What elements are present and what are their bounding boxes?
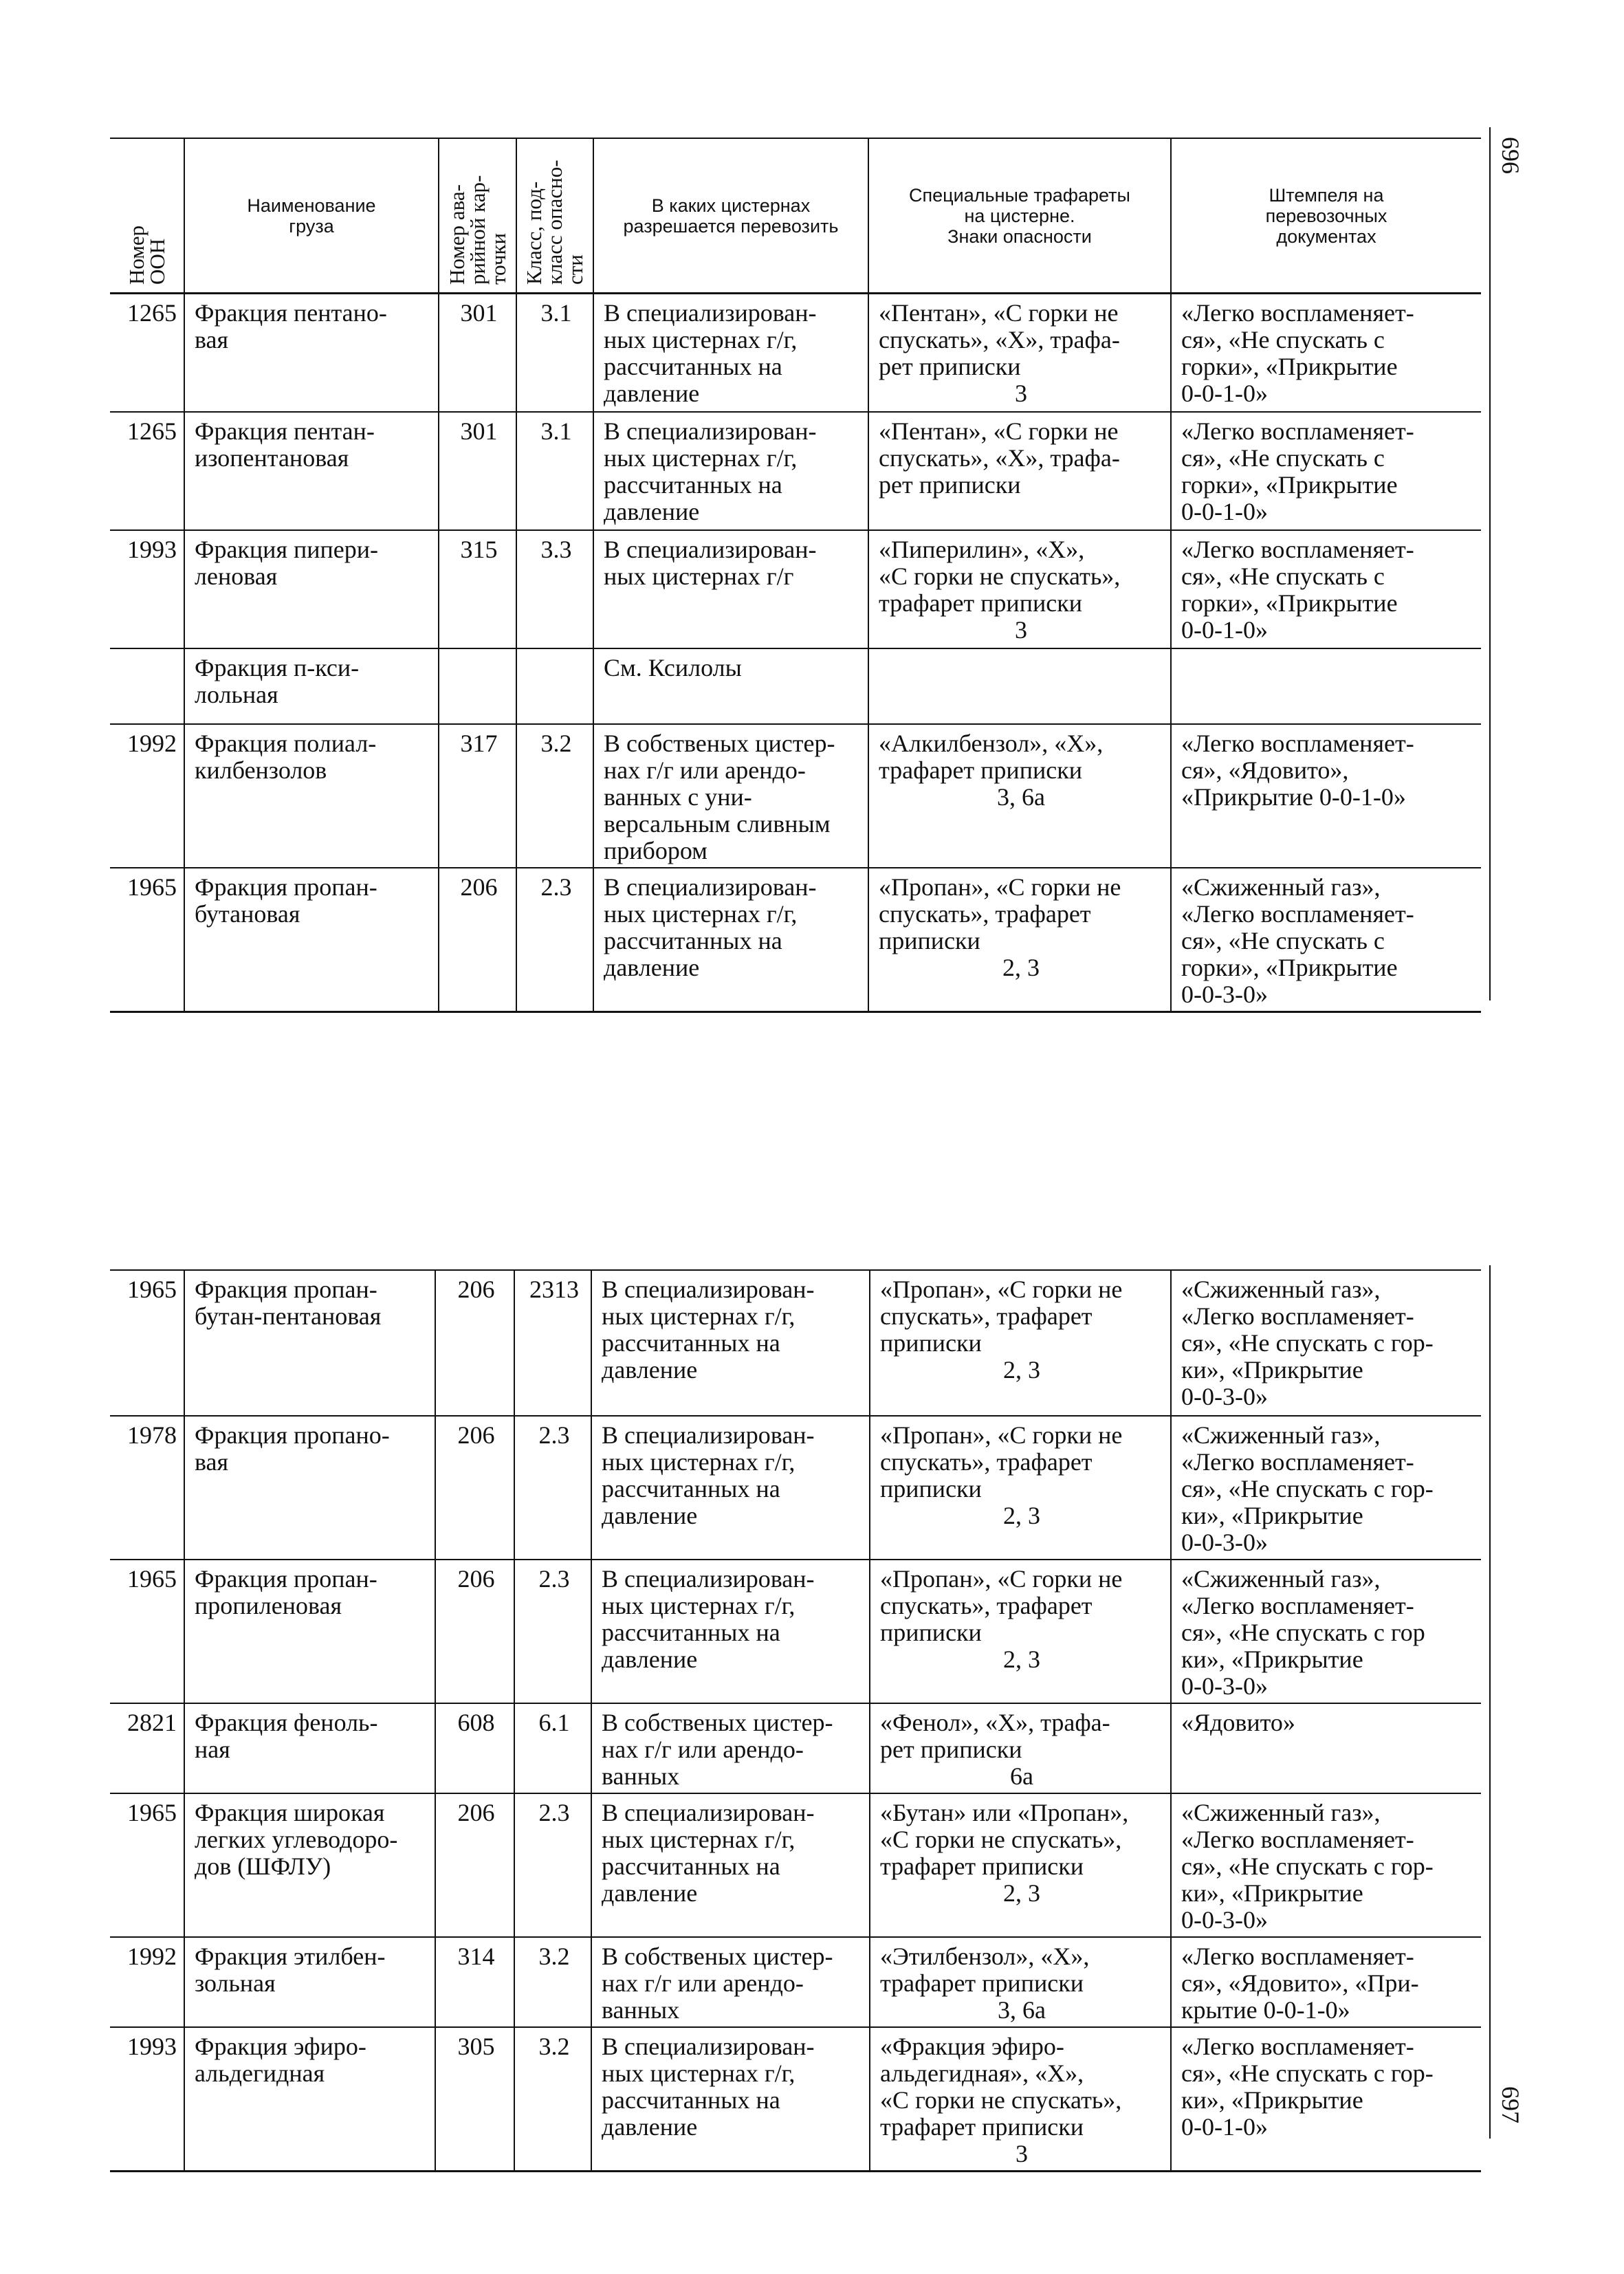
cell-hazard-class: 2.3 xyxy=(514,1793,591,1937)
cell-un-number: 1965 xyxy=(110,1270,184,1416)
cell-hazard-class: 3.3 xyxy=(516,530,593,648)
header-stamps: Штемпеля на перевозочных документах xyxy=(1171,138,1481,294)
table-row xyxy=(110,1416,1481,1560)
cell-tanks: В специализирован- ных цистернах г/г, рассчитанных на давление xyxy=(591,1270,870,1416)
hazard-signs: 3, 6а xyxy=(997,783,1045,811)
cell-un-number: 1992 xyxy=(110,724,184,868)
page-number-bottom: 697 xyxy=(1497,2086,1524,2123)
cell-un-number: 1992 xyxy=(110,1937,184,2027)
table-row xyxy=(110,1937,1481,2027)
cell-cargo-name: Фракция пропан- бутановая xyxy=(184,868,439,1012)
stencils-text: «Фенол», «X», трафа- рет приписки xyxy=(880,1709,1110,1763)
cell-cargo-name: Фракция пентан- изопентановая xyxy=(184,412,439,530)
cargo-table-top xyxy=(110,138,1481,1013)
table-row xyxy=(110,1560,1481,1703)
cell-emergency-card: 206 xyxy=(435,1416,514,1560)
cell-cargo-name: Фракция широкая легких углеводоро- дов (ШФЛУ) xyxy=(184,1793,435,1937)
cell-cargo-name: Фракция пипери- леновая xyxy=(184,530,439,648)
stencils-text: «Пентан», «С горки не спускать», «X», трафа- рет приписки xyxy=(879,417,1120,499)
cell-stencils xyxy=(870,2027,1171,2172)
header-stencils: Специальные трафареты на цистерне. Знаки опасности xyxy=(868,138,1171,294)
cell-stencils xyxy=(870,1703,1171,1793)
cell-emergency-card: 206 xyxy=(435,1270,514,1416)
cell-tanks: В специализирован- ных цистернах г/г, рассчитанных на давление xyxy=(591,1560,870,1703)
stencils-text: «Пропан», «С горки не спускать», трафарет приписки xyxy=(880,1276,1123,1357)
cell-un-number: 1993 xyxy=(110,530,184,648)
cell-hazard-class: 3.1 xyxy=(516,412,593,530)
cell-emergency-card: 206 xyxy=(439,868,516,1012)
cell-tanks: В специализирован- ных цистернах г/г xyxy=(593,530,868,648)
cell-un-number: 1965 xyxy=(110,1793,184,1937)
cell-cargo-name: Фракция эфиро- альдегидная xyxy=(184,2027,435,2172)
table-row xyxy=(110,648,1481,724)
cell-stencils xyxy=(870,1937,1171,2027)
margin-rule-top xyxy=(1489,127,1491,1001)
cell-tanks: В собственых цистер- нах г/г или арендо- ванных xyxy=(591,1937,870,2027)
table-row xyxy=(110,1270,1481,1416)
cell-un-number: 1265 xyxy=(110,412,184,530)
cell-stamps: «Легко воспламеняет- ся», «Не спускать с горки», «Прикрытие 0-0-1-0» xyxy=(1171,530,1481,648)
cell-tanks: В специализирован- ных цистернах г/г, рассчитанных на давление xyxy=(593,868,868,1012)
stencils-text: «Этилбензол», «X», трафарет приписки xyxy=(880,1943,1090,1997)
cell-tanks: В специализирован- ных цистернах г/г, рассчитанных на давление xyxy=(593,412,868,530)
cell-hazard-class: 2.3 xyxy=(516,868,593,1012)
cell-hazard-class: 2313 xyxy=(514,1270,591,1416)
table-row xyxy=(110,724,1481,868)
cell-stencils xyxy=(870,1793,1171,1937)
page-number-top: 696 xyxy=(1497,137,1524,174)
cargo-table-bottom xyxy=(110,1269,1481,2172)
cell-tanks: В специализирован- ных цистернах г/г, рассчитанных на давление xyxy=(591,2027,870,2172)
hazard-signs: 2, 3 xyxy=(1003,1356,1040,1384)
table-row xyxy=(110,530,1481,648)
stencils-text: «Пропан», «С горки не спускать», трафарет приписки xyxy=(880,1421,1123,1502)
cell-un-number: 1265 xyxy=(110,294,184,412)
hazard-signs: 3 xyxy=(1016,2140,1028,2167)
cell-un-number: 1965 xyxy=(110,868,184,1012)
cell-stencils xyxy=(870,1560,1171,1703)
cell-stamps: «Легко воспламеняет- ся», «Ядовито», «Прикрытие 0-0-1-0» xyxy=(1171,724,1481,868)
cell-hazard-class: 6.1 xyxy=(514,1703,591,1793)
cell-cargo-name: Фракция п-кси- лольная xyxy=(184,648,439,724)
cell-emergency-card: 608 xyxy=(435,1703,514,1793)
cell-emergency-card xyxy=(439,648,516,724)
cell-stencils xyxy=(868,412,1171,530)
stencils-text: «Фракция эфиро- альдегидная», «X», «С горки не спускать», трафарет приписки xyxy=(880,2033,1122,2141)
cell-stamps xyxy=(1171,648,1481,724)
stencils-text: «Пиперилин», «X», «С горки не спускать», трафарет приписки xyxy=(879,535,1121,617)
cell-stamps: «Ядовито» xyxy=(1171,1703,1481,1793)
hazard-signs: 2, 3 xyxy=(1002,953,1040,981)
cell-emergency-card: 305 xyxy=(435,2027,514,2172)
stencils-text: «Пропан», «С горки не спускать», трафарет приписки xyxy=(879,873,1121,954)
cell-stencils xyxy=(868,530,1171,648)
stencils-text: «Пентан», «С горки не спускать», «X», трафа- рет приписки xyxy=(879,299,1120,380)
header-cargo-name: Наименование груза xyxy=(184,138,439,294)
cell-hazard-class xyxy=(516,648,593,724)
stencils-text: «Алкилбензол», «X», трафарет приписки xyxy=(879,729,1104,784)
cell-cargo-name: Фракция этилбен- зольная xyxy=(184,1937,435,2027)
table-row xyxy=(110,2027,1481,2172)
cell-cargo-name: Фракция пропано- вая xyxy=(184,1416,435,1560)
cell-stencils xyxy=(868,648,1171,724)
stencils-text: «Бутан» или «Пропан», «С горки не спускать», трафарет приписки xyxy=(880,1799,1129,1880)
cell-emergency-card: 301 xyxy=(439,412,516,530)
cell-emergency-card: 314 xyxy=(435,1937,514,2027)
cell-stamps: «Сжиженный газ», «Легко воспламеняет- ся», «Не спускать с гор ки», «Прикрытие 0-0-3-0» xyxy=(1171,1560,1481,1703)
header-emergency-card: Номер ава- рийной кар- точки xyxy=(439,138,516,294)
cell-emergency-card: 301 xyxy=(439,294,516,412)
cell-stamps: «Легко воспламеняет- ся», «Не спускать с гор- ки», «Прикрытие 0-0-1-0» xyxy=(1171,2027,1481,2172)
cell-un-number: 2821 xyxy=(110,1703,184,1793)
cell-emergency-card: 317 xyxy=(439,724,516,868)
header-un-number: Номер ООН xyxy=(110,138,184,294)
cell-tanks: В собственых цистер- нах г/г или арендо- ванных xyxy=(591,1703,870,1793)
cell-cargo-name: Фракция полиал- килбензолов xyxy=(184,724,439,868)
cell-tanks: В собственых цистер- нах г/г или арендо- ванных с уни- версальным сливным прибором xyxy=(593,724,868,868)
cell-stencils xyxy=(868,724,1171,868)
cell-un-number: 1965 xyxy=(110,1560,184,1703)
cell-stamps: «Легко воспламеняет- ся», «Не спускать с горки», «Прикрытие 0-0-1-0» xyxy=(1171,412,1481,530)
cell-emergency-card: 206 xyxy=(435,1793,514,1937)
cell-un-number: 1978 xyxy=(110,1416,184,1560)
cell-tanks: В специализирован- ных цистернах г/г, рассчитанных на давление xyxy=(591,1793,870,1937)
table-row xyxy=(110,868,1481,1012)
cell-stamps: «Сжиженный газ», «Легко воспламеняет- ся», «Не спускать с гор- ки», «Прикрытие 0-0-3-0» xyxy=(1171,1416,1481,1560)
cell-cargo-name: Фракция пентано- вая xyxy=(184,294,439,412)
table-header xyxy=(110,138,1481,294)
cell-stencils xyxy=(870,1270,1171,1416)
header-tanks: В каких цистернах разрешается перевозить xyxy=(593,138,868,294)
cell-stamps: «Легко воспламеняет- ся», «Не спускать с горки», «Прикрытие 0-0-1-0» xyxy=(1171,294,1481,412)
cell-stamps: «Сжиженный газ», «Легко воспламеняет- ся», «Не спускать с гор- ки», «Прикрытие 0-0-3-0» xyxy=(1171,1270,1481,1416)
cell-hazard-class: 3.1 xyxy=(516,294,593,412)
cell-hazard-class: 3.2 xyxy=(514,1937,591,2027)
cell-stamps: «Сжиженный газ», «Легко воспламеняет- ся», «Не спускать с горки», «Прикрытие 0-0-3-0» xyxy=(1171,868,1481,1012)
hazard-signs: 2, 3 xyxy=(1003,1502,1040,1529)
table-row xyxy=(110,1793,1481,1937)
cell-hazard-class: 2.3 xyxy=(514,1560,591,1703)
hazard-signs: 2, 3 xyxy=(1003,1646,1040,1673)
cell-hazard-class: 3.2 xyxy=(516,724,593,868)
cell-stamps: «Легко воспламеняет- ся», «Ядовито», «При- крытие 0-0-1-0» xyxy=(1171,1937,1481,2027)
hazard-signs: 3, 6а xyxy=(998,1996,1046,2024)
stencils-text: «Пропан», «С горки не спускать», трафарет приписки xyxy=(880,1565,1123,1646)
cell-stamps: «Сжиженный газ», «Легко воспламеняет- ся», «Не спускать с гор- ки», «Прикрытие 0-0-3-0» xyxy=(1171,1793,1481,1937)
cell-stencils xyxy=(868,868,1171,1012)
table-row xyxy=(110,294,1481,412)
cell-emergency-card: 315 xyxy=(439,530,516,648)
hazard-signs: 2, 3 xyxy=(1003,1879,1040,1907)
hazard-signs: 6а xyxy=(1010,1762,1033,1790)
cell-stencils xyxy=(868,294,1171,412)
hazard-signs: 3 xyxy=(1015,380,1027,407)
cell-tanks: В специализирован- ных цистернах г/г, рассчитанных на давление xyxy=(593,294,868,412)
cell-emergency-card: 206 xyxy=(435,1560,514,1703)
cell-stencils xyxy=(870,1416,1171,1560)
hazard-signs: 3 xyxy=(1015,615,1027,644)
cell-hazard-class: 3.2 xyxy=(514,2027,591,2172)
cell-un-number xyxy=(110,648,184,724)
cell-cargo-name: Фракция феноль- ная xyxy=(184,1703,435,1793)
table-row xyxy=(110,1703,1481,1793)
header-hazard-class: Класс, под- класс опасно- сти xyxy=(516,138,593,294)
cell-tanks: В специализирован- ных цистернах г/г, рассчитанных на давление xyxy=(591,1416,870,1560)
margin-rule-bottom xyxy=(1489,1265,1491,2139)
cell-tanks: См. Ксилолы xyxy=(593,648,868,724)
cell-cargo-name: Фракция пропан- пропиленовая xyxy=(184,1560,435,1703)
cell-un-number: 1993 xyxy=(110,2027,184,2172)
cell-hazard-class: 2.3 xyxy=(514,1416,591,1560)
cell-cargo-name: Фракция пропан- бутан-пентановая xyxy=(184,1270,435,1416)
table-row xyxy=(110,412,1481,530)
